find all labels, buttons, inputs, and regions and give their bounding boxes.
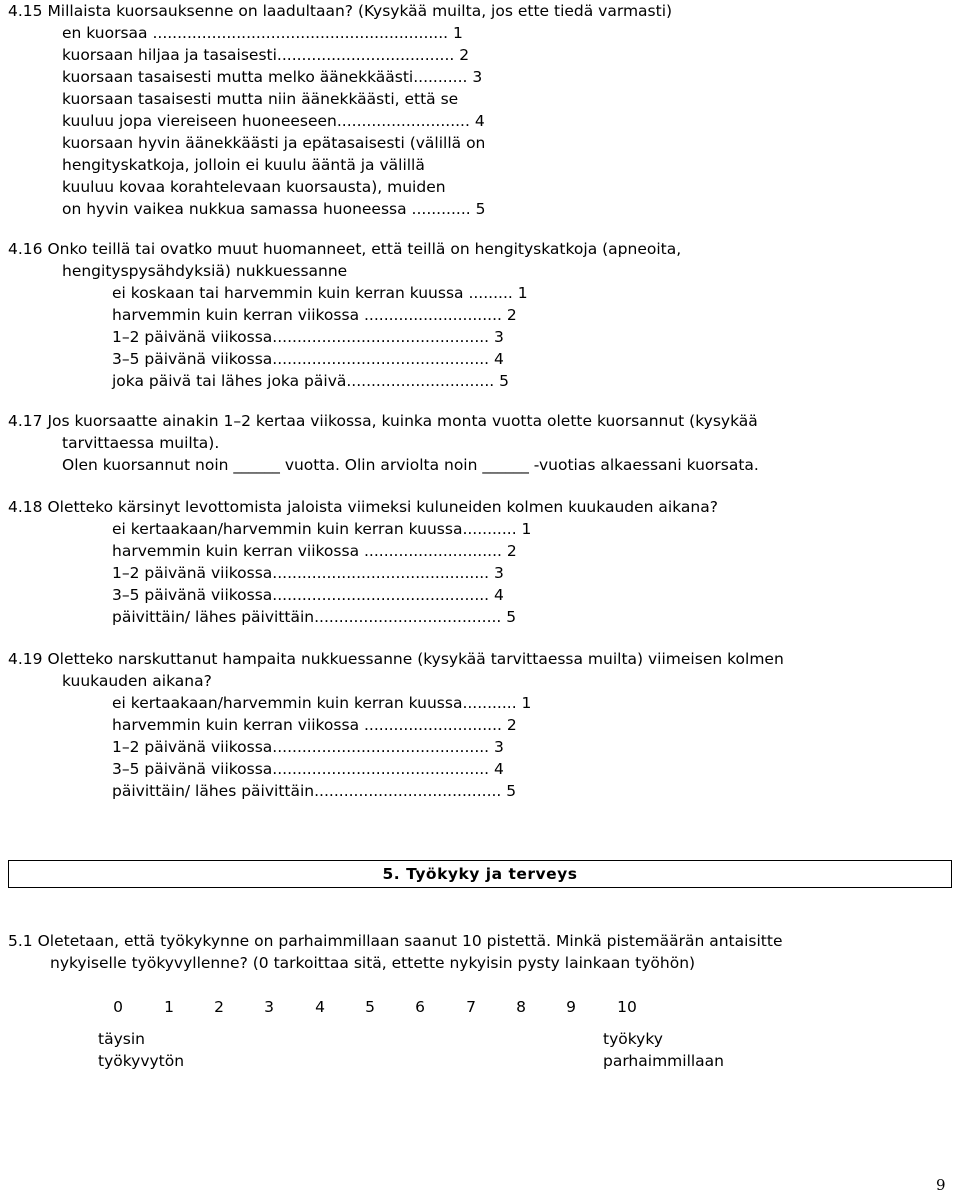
option-4-16-4[interactable]: 3–5 päivänä viikossa............................................ 4 [112, 350, 504, 368]
option-4-15-5b[interactable]: hengityskatkoja, jolloin ei kuulu ääntä ja välillä [62, 156, 425, 174]
scale-option-10[interactable]: 10 [617, 998, 637, 1016]
question-4-15: 4.15 Millaista kuorsauksenne on laadultaan? (Kysykää muilta, jos ette tiedä varmasti) [8, 2, 673, 20]
option-4-16-3[interactable]: 1–2 päivänä viikossa............................................ 3 [112, 328, 504, 346]
answer-4-17[interactable]: Olen kuorsannut noin ______ vuotta. Olin arviolta noin ______ -vuotias alkaessani kuorsata. [62, 456, 759, 474]
option-4-15-4a[interactable]: kuorsaan tasaisesti mutta niin äänekkäästi, että se [62, 90, 459, 108]
option-4-18-5[interactable]: päivittäin/ lähes päivittäin...................................... 5 [112, 608, 517, 626]
option-4-15-5c[interactable]: kuuluu kovaa korahtelevaan kuorsausta), muiden [62, 178, 446, 196]
option-4-15-2[interactable]: kuorsaan hiljaa ja tasaisesti.................................... 2 [62, 46, 470, 64]
scale-right-anchor-line2: parhaimmillaan [603, 1052, 725, 1070]
scale-left-anchor-line2: työkyvytön [98, 1052, 185, 1070]
option-4-15-5d[interactable]: on hyvin vaikea nukkua samassa huoneessa ............ 5 [62, 200, 486, 218]
scale-option-8[interactable]: 8 [516, 998, 526, 1016]
option-4-18-3[interactable]: 1–2 päivänä viikossa............................................ 3 [112, 564, 504, 582]
option-4-19-5[interactable]: päivittäin/ lähes päivittäin...................................... 5 [112, 782, 517, 800]
option-4-18-4[interactable]: 3–5 päivänä viikossa............................................ 4 [112, 586, 504, 604]
option-4-15-3[interactable]: kuorsaan tasaisesti mutta melko äänekkäästi........... 3 [62, 68, 483, 86]
option-4-15-1[interactable]: en kuorsaa ............................................................ 1 [62, 24, 463, 42]
scale-option-6[interactable]: 6 [415, 998, 425, 1016]
question-4-18: 4.18 Oletteko kärsinyt levottomista jaloista viimeksi kuluneiden kolmen kuukauden aikana? [8, 498, 718, 516]
option-4-15-4b[interactable]: kuuluu jopa viereiseen huoneeseen........................... 4 [62, 112, 485, 130]
scale-right-anchor-line1: työkyky [603, 1030, 663, 1048]
scale-option-7[interactable]: 7 [466, 998, 476, 1016]
question-4-19-line1: 4.19 Oletteko narskuttanut hampaita nukkuessanne (kysykää tarvittaessa muilta) viimeisen kolmen [8, 650, 784, 668]
section-header-box [8, 860, 952, 888]
section-title: 5. Työkyky ja terveys [382, 865, 578, 883]
option-4-16-1[interactable]: ei koskaan tai harvemmin kuin kerran kuussa ......... 1 [112, 284, 528, 302]
option-4-16-2[interactable]: harvemmin kuin kerran viikossa ............................ 2 [112, 306, 517, 324]
page-number: 9 [936, 1176, 946, 1194]
rating-scale [112, 996, 652, 1018]
option-4-16-5[interactable]: joka päivä tai lähes joka päivä.............................. 5 [112, 372, 509, 390]
scale-option-2[interactable]: 2 [214, 998, 224, 1016]
option-4-19-1[interactable]: ei kertaakaan/harvemmin kuin kerran kuussa........... 1 [112, 694, 532, 712]
scale-option-5[interactable]: 5 [365, 998, 375, 1016]
question-4-17-line1: 4.17 Jos kuorsaatte ainakin 1–2 kertaa viikossa, kuinka monta vuotta olette kuorsannut (kysykää [8, 412, 758, 430]
scale-option-9[interactable]: 9 [566, 998, 576, 1016]
question-4-19-line2: kuukauden aikana? [62, 672, 212, 690]
question-5-1-line1: 5.1 Oletetaan, että työkykynne on parhaimmillaan saanut 10 pistettä. Minkä pistemäärän antaisitte [8, 932, 783, 950]
scale-option-0[interactable]: 0 [113, 998, 123, 1016]
option-4-18-1[interactable]: ei kertaakaan/harvemmin kuin kerran kuussa........... 1 [112, 520, 532, 538]
option-4-19-3[interactable]: 1–2 päivänä viikossa............................................ 3 [112, 738, 504, 756]
question-4-17-line2: tarvittaessa muilta). [62, 434, 220, 452]
question-4-16-line2: hengityspysähdyksiä) nukkuessanne [62, 262, 348, 280]
question-5-1-line2: nykyiselle työkyvyllenne? (0 tarkoittaa sitä, ettette nykyisin pysty lainkaan työhön) [50, 954, 696, 972]
option-4-19-2[interactable]: harvemmin kuin kerran viikossa ............................ 2 [112, 716, 517, 734]
question-4-16-line1: 4.16 Onko teillä tai ovatko muut huomanneet, että teillä on hengityskatkoja (apneoita, [8, 240, 682, 258]
option-4-19-4[interactable]: 3–5 päivänä viikossa............................................ 4 [112, 760, 504, 778]
scale-option-4[interactable]: 4 [315, 998, 325, 1016]
option-4-15-5a[interactable]: kuorsaan hyvin äänekkäästi ja epätasaisesti (välillä on [62, 134, 486, 152]
option-4-18-2[interactable]: harvemmin kuin kerran viikossa ............................ 2 [112, 542, 517, 560]
scale-option-1[interactable]: 1 [164, 998, 174, 1016]
scale-left-anchor-line1: täysin [98, 1030, 145, 1048]
scale-option-3[interactable]: 3 [264, 998, 274, 1016]
